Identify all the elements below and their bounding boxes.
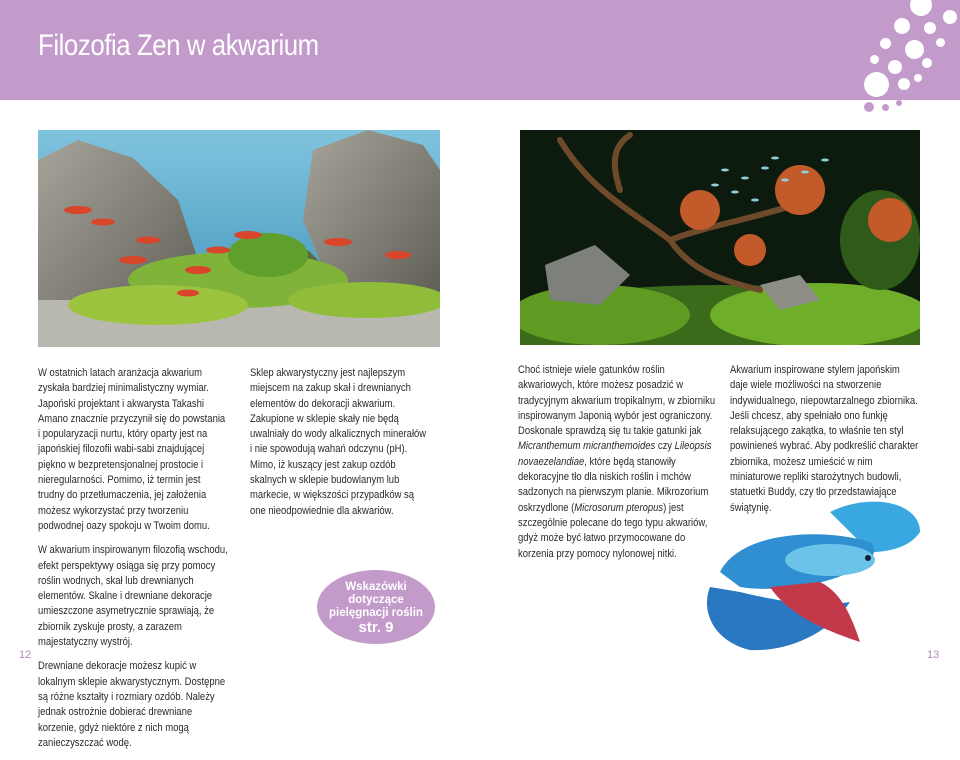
text-column-2 (250, 366, 430, 528)
paragraph: Choć istnieje wiele gatunków roślin akwariowych, które możesz posadzić w tradycyjnym akwarium tropikalnym, w zbiorniku inspirowanym Japonią wybór jest ograniczony. Doskonale sprawdzą się tu takie gatunki jak Micranthemum micranthemoides czy Lileopsis novaezelandiae, które będą stanowiły dekoracyjne tło dla niskich roślin i mchów sadzonych na pierwszym planie. Mikrozorium oskrzydlone (Microsorum pteropus) jest szczególnie polecane do tego typu akwariów, gdyż może być łatwo przymocowane do korzenia przy pomocy nylonowej nitki. (518, 364, 716, 560)
right-aquarium-image (520, 130, 920, 345)
plant-name: Lileopsis novaezelandiae (518, 440, 712, 468)
text-column-3 (518, 363, 718, 571)
tips-callout (317, 570, 435, 644)
tips-page-reference: str. 9 (358, 619, 394, 636)
text-column-1 (38, 366, 228, 760)
plant-name: Micranthemum micranthemoides (518, 440, 656, 453)
paragraph: Jeśli chcesz, aby spełniało ono funkję relaksującego zakątka, to właśnie ten styl powinieneś wybrać. Aby podkreślić charakter zbiornika, możesz umieścić w nim miniaturowe repliki starożytnych budowli, statuetki Buddy, czy tło przedstawiające świątynię. (730, 409, 919, 514)
paragraph: Drewniane dekoracje możesz kupić w lokalnym sklepie akwarystycznym. Dostępne są różne kształty i rozmiary ozdób. Należy jednak ostrożnie dobierać drewniane korzenie, gdyż niektóre z nich mogą zanieczyszczać wodę. (38, 660, 226, 749)
tips-callout-text: Wskazówki dotyczące pielęgnacji roślin (329, 581, 423, 619)
paragraph: Sklep akwarystyczny jest najlepszym miejscem na zakup skał i drewnianych elementów do dekoracji akwarium. Zakupione w sklepie skały nie będą uwalniały do wody alkalicznych minerałów i nie spowodują wahań odczynu (pH). Mimo, iż kuszący jest zakup ozdób skalnych w sklepie budowlanym lub markecie, w większości przypadków są one nieodpowiednie dla akwariów. (250, 367, 427, 517)
header-band (0, 0, 960, 100)
text-column-4 (730, 363, 920, 525)
bubbles-decoration (850, 0, 960, 125)
plant-name: Microsorum pteropus (574, 501, 664, 514)
paragraph: Akwarium inspirowane stylem japońskim daje wiele możliwości na stworzenie indywidualnego, niepowtarzalnego zbiornika. (730, 364, 918, 407)
paragraph: W ostatnich latach aranżacja akwarium zyskała bardziej minimalistyczny wymiar. Japoński projektant i akwarysta Takashi Amano znacznie przyczynił się do powstania i popularyzacji nurtu, który oparty jest na japońskiej filozofii wabi-sabi znajdującej piękno w bezpretensjonalnej prostocie i nieregularności. Pomimo, iż termin jest trudny do przetłumaczenia, jej założenia możesz wykorzystać przy tworzeniu podwodnej oazy spokoju w Twoim domu. (38, 367, 226, 532)
page-title: Filozofia Zen w akwarium (38, 29, 319, 62)
page-number-left: 12 (19, 649, 32, 661)
page-number-right: 13 (927, 649, 940, 661)
paragraph: W akwarium inspirowanym filozofią wschodu, efekt perspektywy osiąga się przy pomocy roślin wodnych, skał lub drewnianych elementów. Skalne i drewniane dekoracje umieszczone asymetrycznie sprawiają, że zbiornik zyskuje prosty, a zarazem majestatyczny wystrój. (38, 544, 228, 649)
left-aquarium-image (38, 130, 440, 347)
